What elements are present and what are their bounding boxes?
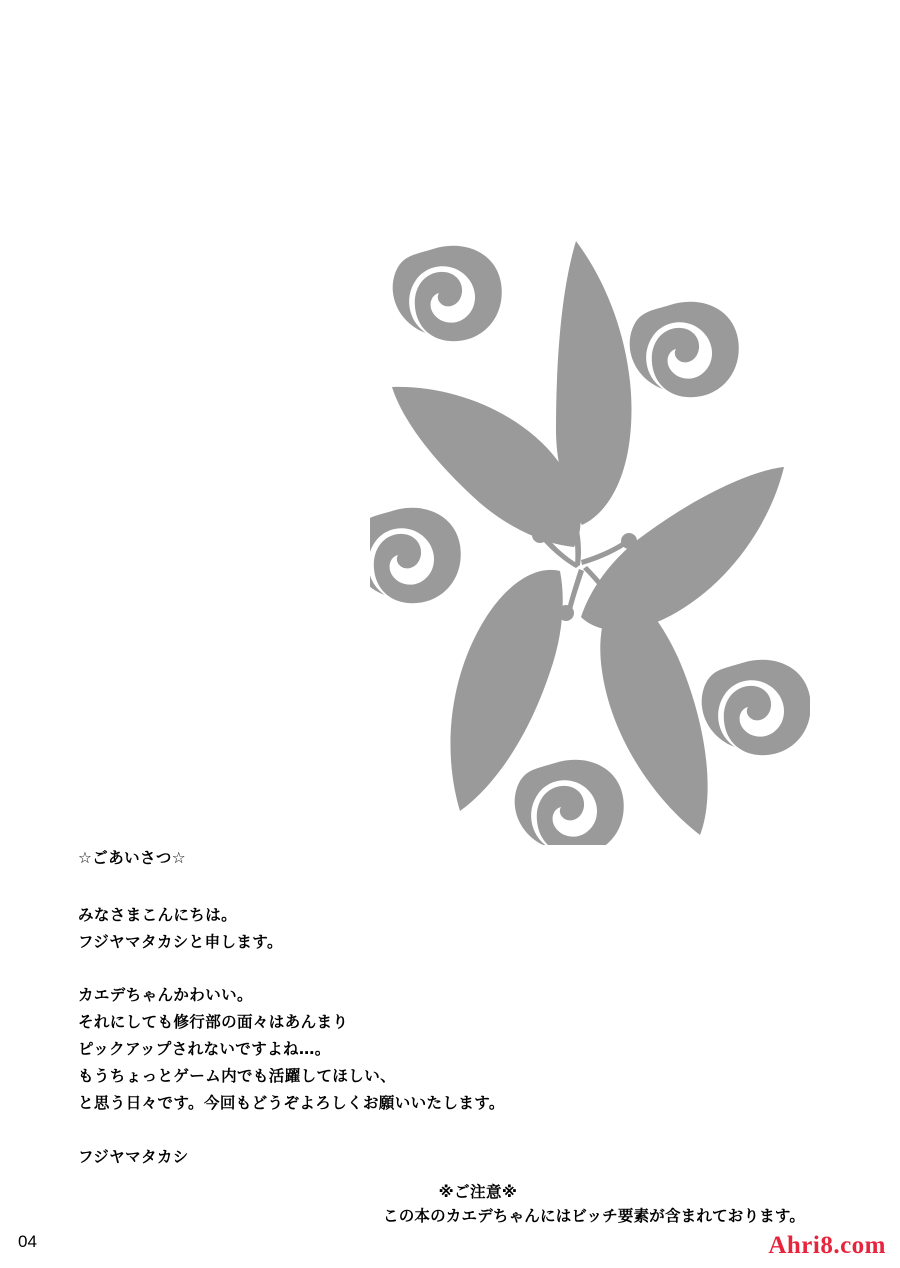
greeting-section [78, 845, 718, 1171]
greeting-body-line: それにしても修行部の面々はあんまり [78, 1013, 349, 1031]
greeting-body-line: と思う日々です。今回もどうぞよろしくお願いいたします。 [78, 1094, 505, 1112]
greeting-line: フジヤマタカシと申します。 [78, 933, 283, 951]
page-number: 04 [18, 1232, 37, 1251]
greeting-body-line: もうちょっとゲーム内でも活躍してほしい、 [78, 1067, 397, 1085]
caution-text: この本のカエデちゃんにはビッチ要素が含まれております。 [383, 1207, 806, 1225]
flower-illustration [370, 235, 810, 845]
greeting-signature: フジヤマタカシ [78, 1148, 189, 1166]
caution-notice [383, 1180, 883, 1228]
greeting-body-line: ピックアップされないですよね…。 [78, 1040, 331, 1058]
site-watermark: Ahri8.com [768, 1232, 886, 1259]
greeting-body-line: カエデちゃんかわいい。 [78, 986, 253, 1004]
greeting-line: みなさまこんにちは。 [78, 906, 238, 924]
caution-title: ※ご注意※ [438, 1183, 518, 1201]
greeting-title: ☆ごあいさつ☆ [78, 849, 187, 867]
